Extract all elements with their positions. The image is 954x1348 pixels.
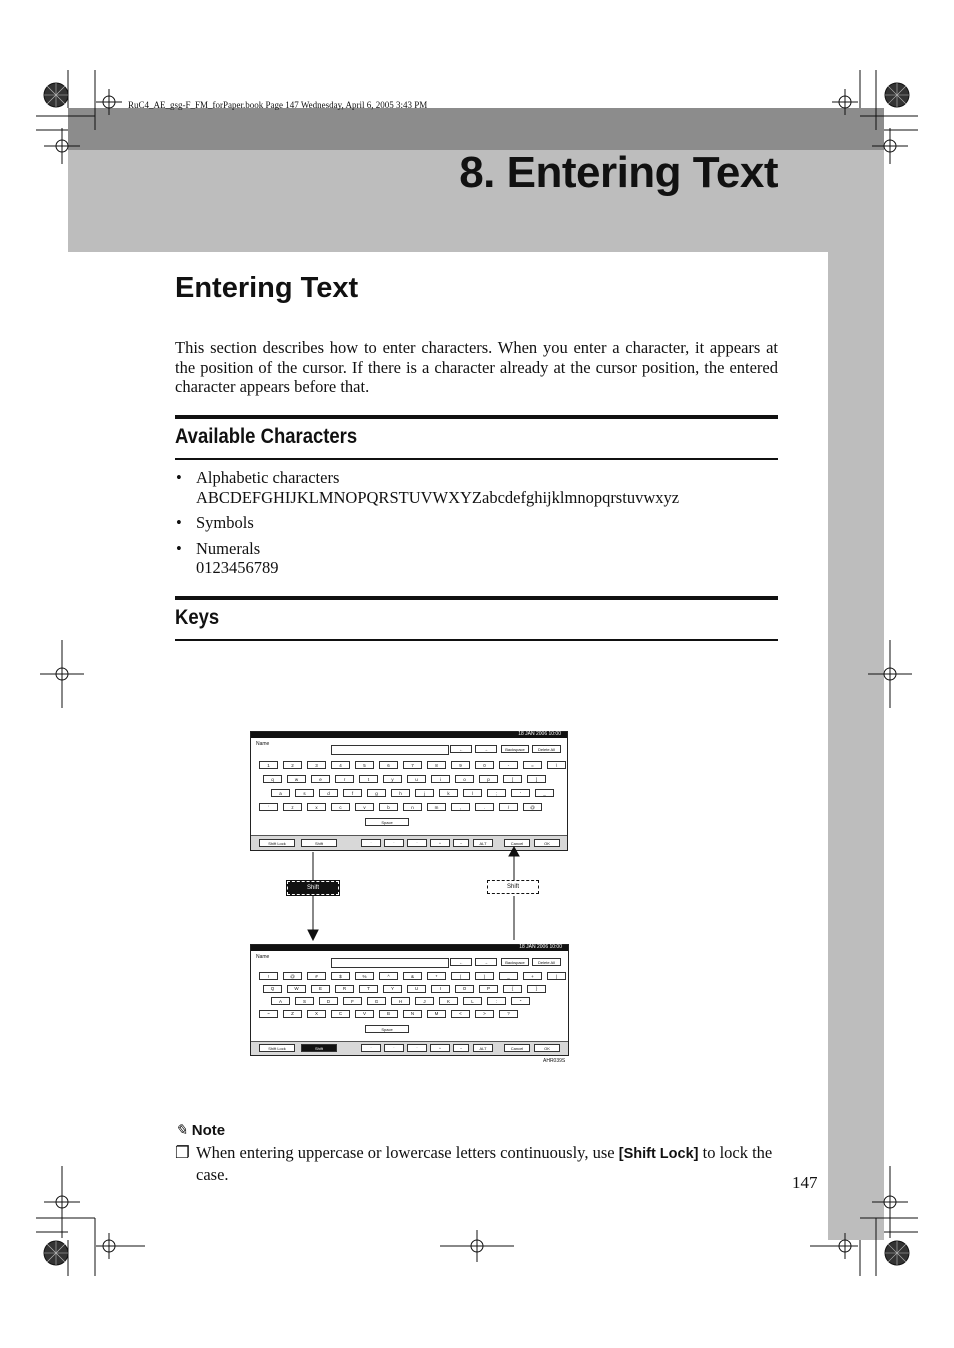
keyboard-key[interactable]: : (487, 997, 506, 1005)
keyboard-key[interactable]: F (343, 997, 362, 1005)
keyboard-key[interactable]: P (479, 985, 498, 993)
keyboard-key[interactable]: @ (283, 972, 302, 980)
keys-heading: Keys (175, 606, 220, 629)
keyboard-key[interactable]: { (503, 985, 522, 993)
keyboard-key[interactable]: I (431, 985, 450, 993)
list-item-detail: 0123456789 (196, 558, 279, 577)
keyboard-key[interactable]: v (355, 803, 374, 811)
list-item-detail: ABCDEFGHIJKLMNOPQRSTUVWXYZabcdefghijklmnopqrstuvwxyz (196, 487, 680, 507)
keyboard-key[interactable]: B (379, 1010, 398, 1018)
shift-lock-key[interactable]: Shift Lock (259, 1044, 295, 1052)
keyboard-key[interactable]: W (287, 985, 306, 993)
delete-all-button[interactable]: Delete All (532, 745, 561, 753)
keyboard-key[interactable]: r (335, 775, 354, 783)
keyboard-key[interactable]: Y (383, 985, 402, 993)
keyboard-key[interactable]: ! (259, 972, 278, 980)
keyboard-key[interactable]: ` (259, 803, 278, 811)
keyboard-key[interactable]: 1 (259, 761, 278, 769)
name-input-field[interactable] (331, 958, 449, 968)
keyboard-key[interactable]: g (367, 789, 386, 797)
keyboard-key[interactable]: w (287, 775, 306, 783)
keyboard-key[interactable]: h (391, 789, 410, 797)
accent-key[interactable]: ¨ (407, 1044, 427, 1052)
page-number: 147 (792, 1173, 818, 1192)
keyboard-key[interactable]: q (263, 775, 282, 783)
keyboard-key[interactable]: ) (475, 972, 494, 980)
available-characters-heading: Available Characters (175, 425, 358, 448)
list-item-label: Numerals (196, 538, 261, 558)
space-key[interactable]: Space (365, 818, 409, 826)
keyboard-key[interactable]: ' (511, 789, 530, 797)
keyboard-key[interactable]: f (343, 789, 362, 797)
keyboard-key[interactable]: k (439, 789, 458, 797)
accent-key[interactable]: ^ (430, 1044, 450, 1052)
note-text-after: to lock the case. (196, 1143, 773, 1184)
keyboard-screen-uppercase (250, 944, 569, 1056)
keyboard-key[interactable]: G (367, 997, 386, 1005)
keyboard-key[interactable]: < (451, 1010, 470, 1018)
shift-lock-key[interactable]: Shift Lock (259, 839, 295, 847)
keyboard-key[interactable]: + (523, 972, 542, 980)
keyboard-key[interactable]: 2 (283, 761, 302, 769)
keyboard-key[interactable]: } (527, 985, 546, 993)
keyboard-key[interactable]: 9 (451, 761, 470, 769)
keyboard-key[interactable]: X (307, 1010, 326, 1018)
keyboard-key[interactable]: % (355, 972, 374, 980)
accent-key[interactable]: ¨ (407, 839, 427, 847)
screen-name-label: Name (256, 741, 270, 747)
keyboard-key[interactable]: . (475, 803, 494, 811)
keyboard-key[interactable]: * (427, 972, 446, 980)
keyboard-key[interactable]: 5 (355, 761, 374, 769)
keyboard-key[interactable]: n (403, 803, 422, 811)
screen-name-label: Name (256, 954, 270, 960)
keyboard-key[interactable]: M (427, 1010, 446, 1018)
keyboard-key[interactable]: D (319, 997, 338, 1005)
note-heading (175, 1121, 225, 1139)
accent-key[interactable]: ` (361, 1044, 381, 1052)
keyboard-key[interactable]: x (307, 803, 326, 811)
cursor-right-button[interactable]: → (475, 745, 497, 753)
keyboard-key[interactable]: z (283, 803, 302, 811)
note-text (175, 1143, 785, 1184)
accent-key[interactable]: ` (361, 839, 381, 847)
keyboard-key[interactable]: o (455, 775, 474, 783)
alt-key[interactable]: ALT (473, 839, 493, 847)
intro-paragraph: This section describes how to enter characters. When you enter a character, it appears at the position of the cursor. If there is a character already at the cursor position, the entered character appears before that. (175, 338, 778, 396)
keyboard-key[interactable]: " (511, 997, 530, 1005)
keyboard-key[interactable]: ? (499, 1010, 518, 1018)
keyboard-key[interactable]: O (455, 985, 474, 993)
shift-lock-key-ref: [Shift Lock] (618, 1146, 699, 1162)
keyboard-key[interactable]: & (403, 972, 422, 980)
checkbox-icon: ❐ (175, 1143, 190, 1162)
accent-key[interactable]: ~ (453, 1044, 469, 1052)
keyboard-key[interactable]: S (295, 997, 314, 1005)
bullet-dot: • (176, 468, 182, 487)
pencil-icon: ✎ (175, 1122, 188, 1139)
backspace-button[interactable]: Backspace (501, 745, 529, 753)
keyboard-key[interactable]: > (475, 1010, 494, 1018)
keyboard-key[interactable]: 4 (331, 761, 350, 769)
keyboard-key[interactable]: 3 (307, 761, 326, 769)
cursor-left-button[interactable]: ← (450, 745, 472, 753)
cursor-left-button[interactable]: ← (450, 958, 472, 966)
note-heading-label: Note (191, 1122, 226, 1139)
keyboard-key[interactable]: e (311, 775, 330, 783)
keyboard-key[interactable]: u (407, 775, 426, 783)
keyboard-key[interactable]: s (295, 789, 314, 797)
chapter-title: 8. Entering Text (459, 148, 778, 197)
keyboard-key[interactable]: T (359, 985, 378, 993)
note-text-before: When entering uppercase or lowercase letters continuously, use (196, 1143, 619, 1162)
shift-key-active[interactable]: Shift (301, 1044, 337, 1052)
keyboard-key[interactable]: ^ (379, 972, 398, 980)
delete-all-button[interactable]: Delete All (532, 958, 561, 966)
keyboard-key[interactable]: i (431, 775, 450, 783)
keyboard-key[interactable]: c (331, 803, 350, 811)
keyboard-key[interactable]: Q (263, 985, 282, 993)
keyboard-key[interactable]: L (463, 997, 482, 1005)
keyboard-key[interactable]: \ (547, 761, 566, 769)
keyboard-key[interactable]: / (499, 803, 518, 811)
space-key[interactable]: Space (365, 1025, 409, 1033)
keyboard-key[interactable]: R (335, 985, 354, 993)
keyboard-key[interactable]: C (331, 1010, 350, 1018)
keyboard-key[interactable]: 6 (379, 761, 398, 769)
cursor-right-button[interactable]: → (475, 958, 497, 966)
accent-key[interactable]: ´ (384, 839, 404, 847)
list-item-label: Alphabetic characters (196, 468, 340, 487)
keyboard-key[interactable]: J (415, 997, 434, 1005)
keyboard-key[interactable]: H (391, 997, 410, 1005)
keyboard-key[interactable]: m (427, 803, 446, 811)
shift-callout-highlighted: Shift (287, 881, 339, 895)
keyboard-key[interactable]: = (523, 761, 542, 769)
keyboard-key[interactable]: t (359, 775, 378, 783)
keyboard-key[interactable]: j (415, 789, 434, 797)
cancel-button[interactable]: Cancel (504, 1044, 530, 1052)
keyboard-key[interactable]: [ (503, 775, 522, 783)
screen-bottom-bar (251, 1041, 568, 1055)
keyboard-key[interactable]: - (499, 761, 518, 769)
figure-id: AHR039S (543, 1058, 566, 1064)
screen-date: 18 JAN 2006 10:00 (519, 944, 562, 950)
keyboard-key[interactable]: U (407, 985, 426, 993)
accent-key[interactable]: ´ (384, 1044, 404, 1052)
keyboard-key[interactable]: $ (331, 972, 350, 980)
keyboard-key[interactable]: p (479, 775, 498, 783)
keyboard-key[interactable]: 7 (403, 761, 422, 769)
keyboard-key[interactable]: b (379, 803, 398, 811)
keyboard-key[interactable]: Z (283, 1010, 302, 1018)
keyboard-key[interactable]: V (355, 1010, 374, 1018)
ok-button[interactable]: OK (534, 839, 560, 847)
keyboard-key[interactable]: _ (499, 972, 518, 980)
keyboard-key[interactable]: ( (451, 972, 470, 980)
accent-key[interactable]: ^ (430, 839, 450, 847)
keyboard-key[interactable]: # (307, 972, 326, 980)
keyboard-key[interactable]: @ (523, 803, 542, 811)
keyboard-key[interactable]: 0 (475, 761, 494, 769)
keyboard-key[interactable]: , (451, 803, 470, 811)
backspace-button[interactable]: Backspace (501, 958, 529, 966)
ok-button[interactable]: OK (534, 1044, 560, 1052)
list-item-label: Symbols (196, 513, 254, 532)
keyboard-key[interactable]: K (439, 997, 458, 1005)
keyboard-key[interactable]: l (463, 789, 482, 797)
keyboard-key[interactable]: A (271, 997, 290, 1005)
alt-key[interactable]: ALT (473, 1044, 493, 1052)
keyboard-key[interactable]: ; (487, 789, 506, 797)
keyboard-key[interactable]: y (383, 775, 402, 783)
keyboard-key[interactable]: | (547, 972, 566, 980)
section-title: Entering Text (175, 272, 359, 304)
keyboard-key[interactable]: ~ (259, 1010, 278, 1018)
bullet-dot: • (176, 513, 182, 532)
keyboard-key[interactable]: N (403, 1010, 422, 1018)
shift-callout-normal: Shift (487, 880, 539, 894)
keyboard-key[interactable]: E (311, 985, 330, 993)
keyboard-key[interactable]: a (271, 789, 290, 797)
cancel-button[interactable]: Cancel (504, 839, 530, 847)
screen-date: 18 JAN 2006 10:00 (518, 731, 561, 737)
shift-key[interactable]: Shift (301, 839, 337, 847)
keyboard-key[interactable]: 8 (427, 761, 446, 769)
keyboard-key[interactable]: d (319, 789, 338, 797)
accent-key[interactable]: ~ (453, 839, 469, 847)
keyboard-key[interactable]: _ (535, 789, 554, 797)
file-info: RuC4_AE_gsg-F_FM_forPaper.book Page 147 Wednesday, April 6, 2005 3:43 PM (128, 100, 428, 110)
bullet-dot: • (176, 538, 182, 558)
screen-status-bar (251, 945, 568, 951)
keyboard-key[interactable]: ] (527, 775, 546, 783)
